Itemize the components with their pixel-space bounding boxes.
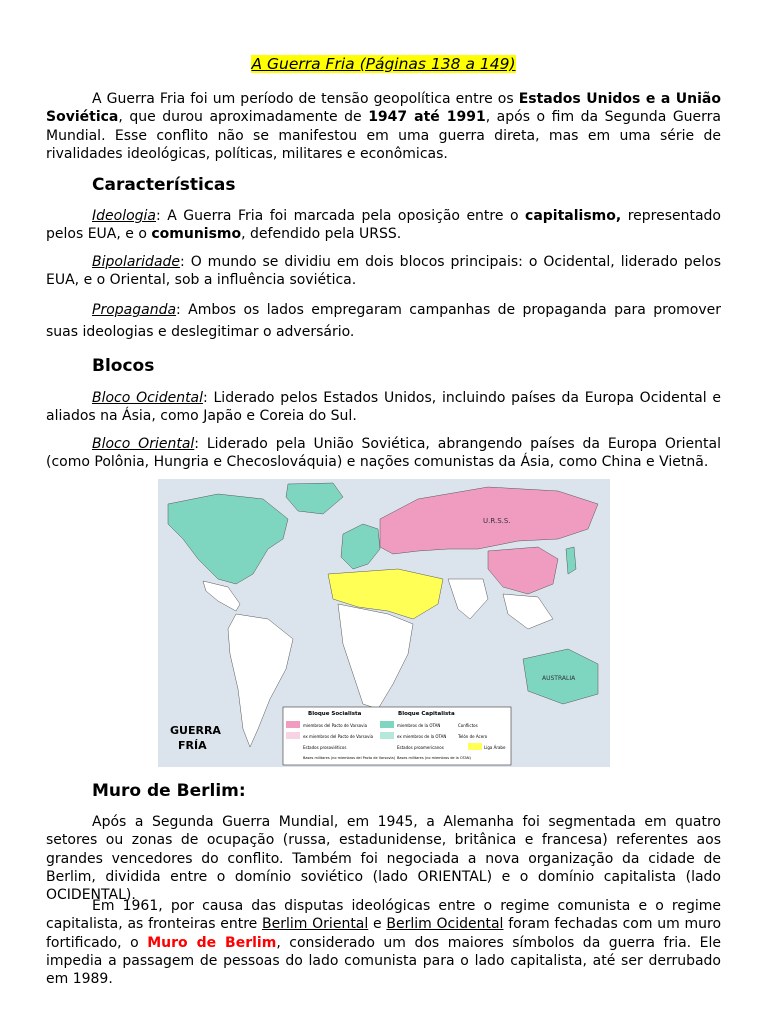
ideologia-bold-comunismo: comunismo [151, 226, 242, 243]
bloco-ocidental-term: Bloco Ocidental [92, 390, 204, 406]
legend-swatch-nato [380, 721, 394, 728]
intro-text-1: A Guerra Fria foi um período de tensão geopolítica entre os [92, 91, 519, 107]
map-label-urss: U.R.S.S. [483, 517, 511, 525]
ideologia-term: Ideologia [92, 208, 157, 224]
legend-swatch-ex-nato [380, 732, 394, 739]
legend-ex-warsaw: ex miembros del Pacto de Varsovia [303, 734, 374, 739]
japan-shape [566, 547, 576, 574]
muro-2-text-3: foram fechadas com um muro fortificado, o [46, 916, 722, 951]
muro-2-text-4: , considerado um dos maiores símbolos da guerra fria. Ele impedia a passagem de pessoas do lado comunista para o lado capitalista, até ser derrubado em 1989. [46, 934, 721, 988]
muro-de-berlim-highlight: Muro de Berlim [147, 934, 277, 951]
ideologia-text-1: : A Guerra Fria foi marcada pela oposição entre o [156, 208, 526, 224]
muro-text-1: Após a Segunda Guerra Mundial, em 1945, a Alemanha foi segmentada em quatro setores ou zonas de ocupação (russa, estadunidense, britânica e francesa) referentes aos grandes vencedores do conflito. Também foi negociada a nova organização da cidade de Berlim, dividida entre o domínio soviético (lado ORIENTAL) e o domínio capitalista (lado OCIDENTAL). [46, 814, 721, 904]
ideologia-text-3: , defendido pela URSS. [241, 226, 402, 243]
legend-swatch-ex-warsaw [286, 732, 300, 739]
bipolaridade-text: : O mundo se dividiu em dois blocos principais: o Ocidental, liderado pelos EUA, e o Oriental, sob a influência soviética. [46, 254, 721, 289]
legend-prosoviet: Estados prosoviéticos [303, 745, 347, 750]
berlim-ocidental-underlined: Berlim Ocidental [386, 916, 504, 933]
map-label-australia: AUSTRALIA [542, 675, 576, 682]
document-title-text: A Guerra Fria (Páginas 138 a 149) [251, 55, 516, 73]
muro-paragraph-2 [46, 897, 721, 988]
propaganda-text: : Ambos os lados empregaram campanhas de propaganda para promover suas ideologias e deslegitimar o adversário. [46, 302, 721, 340]
intro-paragraph [46, 90, 721, 163]
bloco-ocidental-paragraph [46, 389, 721, 426]
heading-blocos: Blocos [92, 356, 155, 376]
bloco-oriental-text: : Liderado pela União Soviética, abrangendo países da Europa Oriental (como Polônia, Hungria e Checoslováquia) e nações comunistas da Ásia, como China e Vietnã. [46, 436, 721, 471]
heading-muro-de-berlim: Muro de Berlim: [92, 781, 246, 801]
muro-paragraph-1 [46, 813, 721, 904]
map-svg [158, 479, 610, 767]
bloco-ocidental-text: : Liderado pelos Estados Unidos, incluindo países da Europa Ocidental e aliados na Ásia, como Japão e Coreia do Sul. [46, 390, 721, 425]
legend-swatch-arab-league [468, 743, 482, 750]
legend-proamerican: Estados proamericanos [397, 745, 444, 750]
legend-nato-bases: Bases militares (no miembros de la OTAN) [397, 756, 471, 760]
intro-bold-dates: 1947 até 1991 [368, 109, 486, 126]
propaganda-term: Propaganda [92, 302, 177, 318]
intro-text-3: , após o fim da Segunda Guerra Mundial. Esse conflito não se manifestou em uma guerra direta, mas em uma série de rivalidades ideológicas, políticas, militares e econômicas. [46, 109, 721, 162]
ideologia-text-2: representado pelos EUA, e o [46, 208, 722, 243]
intro-text-2: , que durou aproximadamente de [118, 109, 369, 126]
bipolaridade-paragraph [46, 253, 721, 290]
ideologia-bold-capitalismo: capitalismo, [525, 208, 622, 224]
intro-bold-countries: Estados Unidos e a União Soviética [46, 91, 721, 126]
legend-swatch-warsaw [286, 721, 300, 728]
bipolaridade-term: Bipolaridade [92, 254, 181, 270]
heading-caracteristicas: Características [92, 175, 236, 195]
legend-warsaw: miembros del Pacto de Varsovia [303, 723, 368, 728]
bloco-oriental-paragraph [46, 435, 721, 472]
legend-header-socialist: Bloque Socialista [308, 711, 362, 717]
map-caption-line1: GUERRA [170, 724, 221, 737]
legend-iron-curtain: Telón de Acero [458, 734, 488, 739]
propaganda-paragraph [46, 299, 721, 343]
legend-nato: miembros de la OTAN [397, 723, 441, 728]
ideologia-paragraph [46, 207, 721, 244]
legend-soviet-bases: Bases militares (no miembros del Pacto de Varsovia) [303, 756, 396, 760]
map-caption-line2: FRÍA [178, 739, 207, 752]
legend-header-capitalist: Bloque Capitalista [398, 711, 455, 717]
bloco-oriental-term: Bloco Oriental [92, 436, 195, 452]
legend-arab-league: Liga Árabe [484, 745, 506, 750]
legend-ex-nato: ex miembros de la OTAN [397, 734, 447, 739]
legend-conflicts: Conflictos [458, 723, 478, 728]
berlim-oriental-underlined: Berlim Oriental [262, 916, 369, 933]
document-title [46, 55, 721, 73]
muro-2-text-2: e [368, 916, 387, 933]
cold-war-world-map [158, 479, 610, 767]
muro-2-text-1: Em 1961, por causa das disputas ideológicas entre o regime comunista e o regime capitalista, as fronteiras entre [46, 898, 721, 933]
